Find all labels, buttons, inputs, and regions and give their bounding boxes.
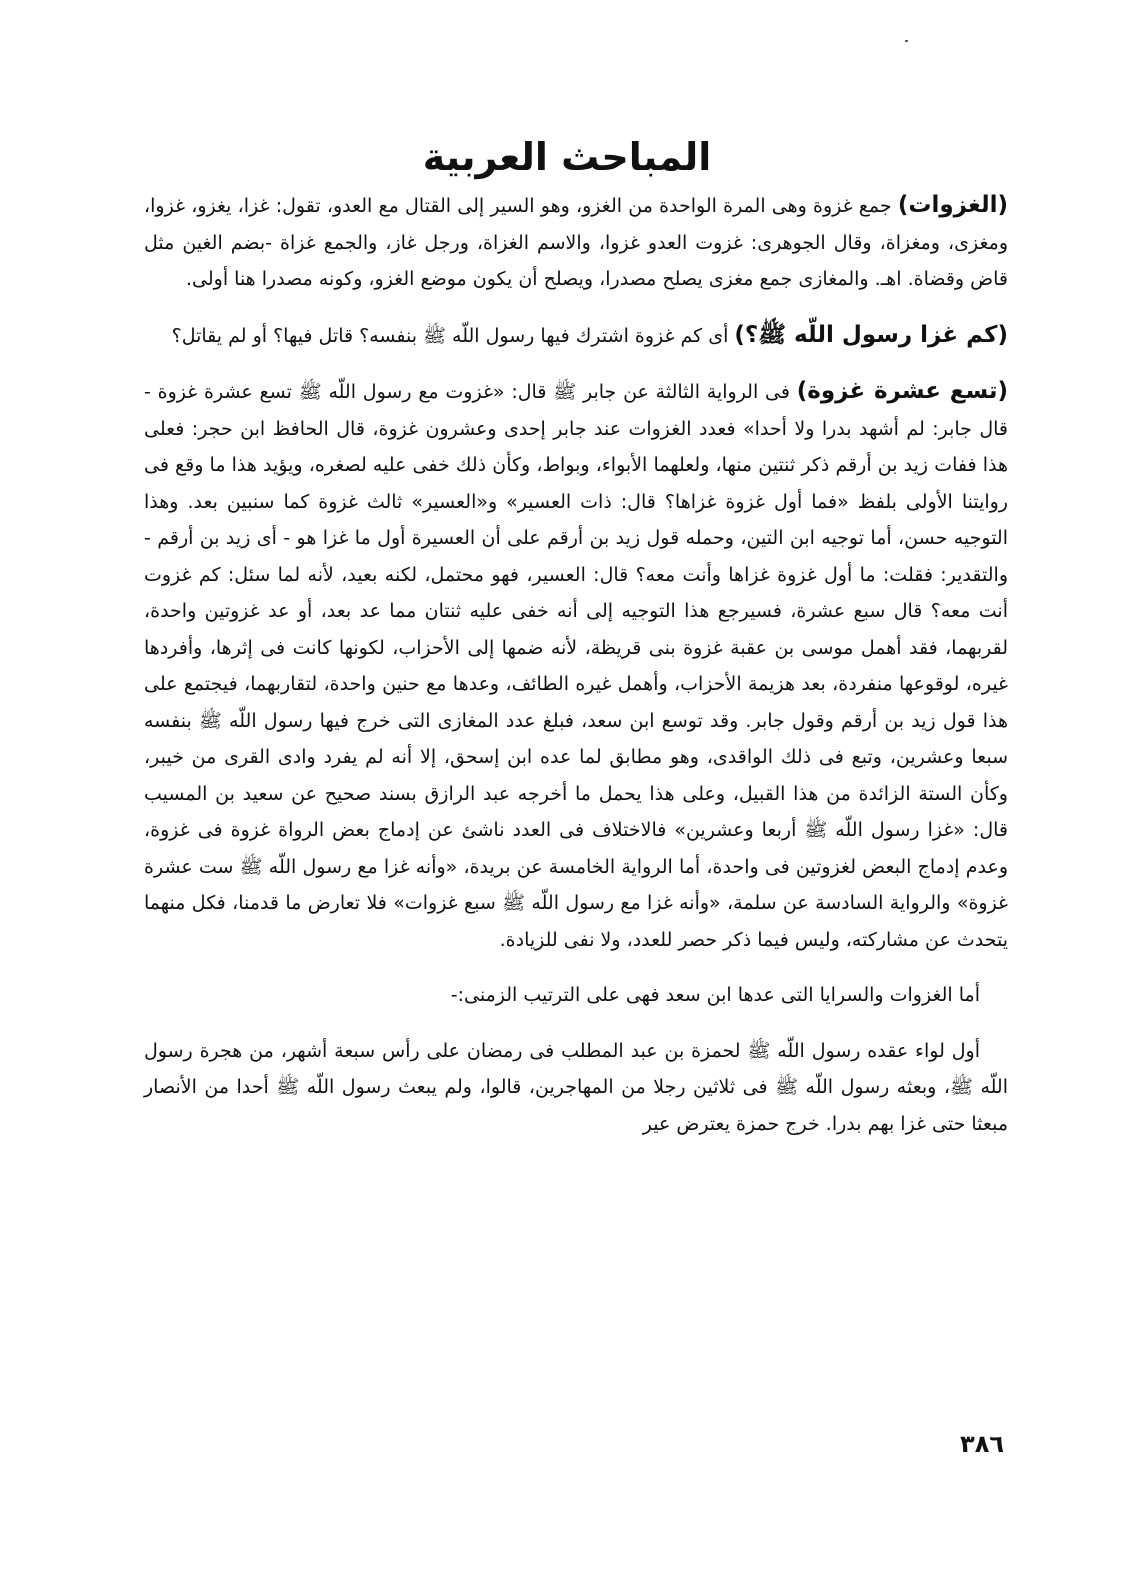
page-title: المباحث العربية	[422, 135, 712, 180]
page-number: ٣٨٦	[960, 1430, 1004, 1458]
paragraph-text: أى كم غزوة اشترك فيها رسول اللّه ﷺ بنفسه؟ قاتل فيها؟ أو لم يقاتل؟	[171, 324, 735, 347]
term-kam-ghaza: (كم غزا رسول اللّه ﷺ؟)	[734, 321, 1008, 348]
paragraph-tisa-ashra	[144, 373, 1008, 958]
paragraph-kam-ghaza	[144, 317, 1008, 355]
term-ghazawat: (الغزوات)	[897, 192, 1008, 218]
scan-speck	[905, 40, 908, 42]
paragraph-ibn-saad-list: أما الغزوات والسرايا التى عدها ابن سعد فهى على الترتيب الزمنى:-	[450, 984, 980, 1006]
paragraph-text: فى الرواية الثالثة عن جابر ﷺ قال: «غزوت مع رسول اللّه ﷺ تسع عشرة غزوة - قال جابر: لم أشهد بدرا ولا أحدا» فعدد الغزوات عند جابر إحدى وعشرون غزوة، قال الحافظ ابن حجر: فعلى هذا ففات زيد بن أرقم ذكر ثنتين منها، ولعلهما الأبواء، وبواط، وكأن ذلك خفى عليه لصغره، ويؤيد هذا ما وقع فى روايتنا الأولى بلفظ «فما أول غزوة غزاها؟ قال: ذات العسير» و«العسير» ثالث غزوة كما سنبين بعد. وهذا التوجيه حسن، أما توجيه ابن التين، وحمله قول زيد بن أرقم على أن العسيرة أول ما غزا هو - أى زيد بن أرقم - والتقدير: فقلت: ما أول غزوة غزاها وأنت معه؟ قال: العسير، فهو محتمل، لكنه بعيد، لأنه لما سئل: كم غزوت أنت معه؟ قال سبع عشرة، فسيرجع هذا التوجيه إلى أنه خفى عليه ثنتان مما عد بعد، أو عد غزوتين واحدة، لقربهما، فقد أهمل موسى بن عقبة غزوة بنى قريظة، لأنه ضمها إلى الأحزاب، لكونها كانت فى إثرها، وأفردها غيره، لوقوعها منفردة، بعد هزيمة الأحزاب، وأهمل غيره الطائف، وعدها مع حنين واحدة، لتقاربهما، فيجتمع على هذا قول زيد بن أرقم وقول جابر. وقد توسع ابن سعد، فبلغ عدد المغازى التى خرج فيها رسول اللّه ﷺ بنفسه سبعا وعشرين، وتبع فى ذلك الواقدى، وهو مطابق لما عده ابن إسحق، إلا أنه لم يفرد وادى القرى من خيبر، وكأن الستة الزائدة من هذا القبيل، وعلى هذا يحمل ما أخرجه عبد الرازق بسند صحيح عن سعيد بن المسيب قال: «غزا رسول اللّه ﷺ أربعا وعشرين» فالاختلاف فى العدد ناشئ عن إدماج بعض الرواة غزوة فى غزوة، وعدم إدماج البعض لغزوتين فى واحدة، أما الرواية الخامسة عن بريدة، «وأنه غزا مع رسول اللّه ﷺ ست عشرة غزوة» والرواية السادسة عن سلمة، «وأنه غزا مع رسول اللّه ﷺ سبع غزوات» فلا تعارض ما قدمنا، فكل منهما يتحدث عن مشاركته، وليس فيما ذكر حصر للعدد، ولا نفى للزيادة.	[144, 381, 1008, 951]
term-tisa-ashra: (تسع عشرة غزوة)	[796, 378, 1008, 404]
paragraph-text: جمع غزوة وهى المرة الواحدة من الغزو، وهو السير إلى القتال مع العدو، تقول: غزا، يغزو، غزوا، ومغزى، ومغزاة، وقال الجوهرى: غزوت العدو غزوا، والاسم الغزاة، ورجل غاز، والجمع غزاة -بضم الغين مثل قاض وقضاة. اهـ. والمغازى جمع مغزى يصلح مصدرا، ويصلح أن يكون موضع الغزو، وكونه مصدرا هنا أولى.	[144, 195, 1008, 290]
paragraph-first-banner: أول لواء عقده رسول اللّه ﷺ لحمزة بن عبد المطلب فى رمضان على رأس سبعة أشهر، من هجرة رسول اللّه ﷺ، وبعثه رسول اللّه ﷺ فى ثلاثين رجلا من المهاجرين، قالوا، ولم يبعث رسول اللّه ﷺ أحدا من الأنصار مبعثا حتى غزا بهم بدرا. خرج حمزة يعترض عير	[144, 1039, 1008, 1135]
paragraph-ghazawat	[144, 187, 1008, 298]
body-text	[144, 187, 1008, 1161]
